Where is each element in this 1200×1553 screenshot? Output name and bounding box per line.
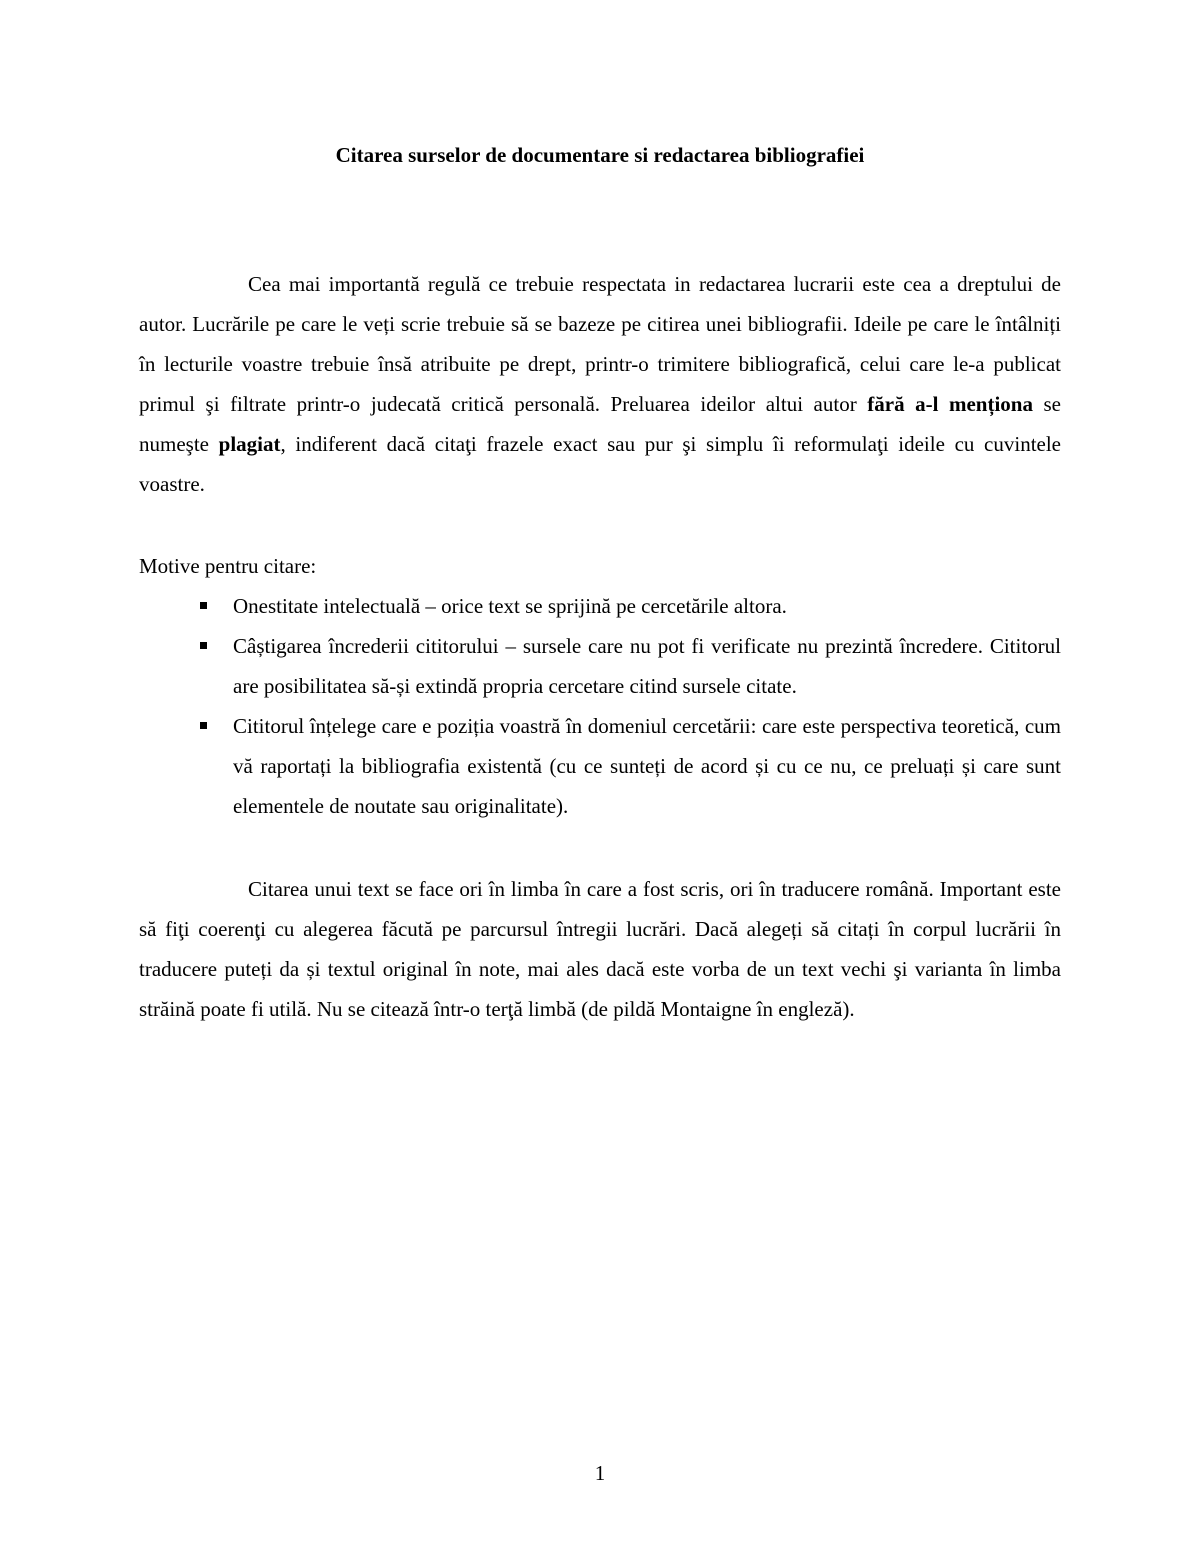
page-number: 1 <box>594 1461 606 1485</box>
paragraph-intro-text-1: Cea mai importantă regulă ce trebuie respectata in redactarea lucrarii este cea a dreptului de autor. Lucrările pe care le veți scrie trebuie să se bazeze pe citirea unei bibliografii. Ideile pe care le întâlniți în lecturile voastre trebuie însă atribuite pe drept, printr-o trimitere bibliografică, celui care le-a publicat primul şi filtrate printr-o judecată critică personală. Preluarea ideilor altui autor <box>139 272 1061 416</box>
paragraph-citation-text: Citarea unui text se face ori în limba în care a fost scris, ori în traducere română. Important este să fiţi coerenţi cu alegerea făcută pe parcursul întregii lucrări. Dacă alegeți să citați în corpul lucrării în traducere puteți da și textul original în note, mai ales dacă este vorba de un text vechi şi varianta în limba străină poate fi utilă. Nu se citează într-o terţă limbă (de pildă Montaigne în engleză). <box>139 877 1061 1021</box>
square-bullet-icon <box>200 642 207 649</box>
document-title: Citarea surselor de documentare si redactarea bibliografiei <box>335 143 865 167</box>
list-item <box>139 586 1061 626</box>
square-bullet-icon <box>200 602 207 609</box>
list-item <box>139 626 1061 706</box>
paragraph-intro-bold-1: fără a-l menționa <box>867 392 1033 416</box>
list-item-text: Câștigarea încrederii cititorului – sursele care nu pot fi verificate nu prezintă încredere. Cititorul are posibilitatea să-și extindă propria cercetare citind sursele citate. <box>233 634 1061 698</box>
square-bullet-icon <box>200 722 207 729</box>
list-item <box>139 706 1061 826</box>
motive-heading: Motive pentru citare: <box>139 554 317 578</box>
paragraph-intro-text-2: se numeşte <box>139 392 1061 456</box>
list-item-text: Cititorul înțelege care e poziția voastră în domeniul cercetării: care este perspectiva teoretică, cum vă raportați la bibliografia existentă (cu ce sunteți de acord și cu ce nu, ce preluați și care sunt elementele de noutate sau originalitate). <box>233 714 1061 818</box>
list-item-text: Onestitate intelectuală – orice text se sprijină pe cercetările altora. <box>233 594 787 618</box>
paragraph-intro-text-3: , indiferent dacă citaţi frazele exact sau pur şi simplu îi reformulaţi ideile cu cuvintele voastre. <box>139 432 1062 496</box>
bullet-list <box>139 586 1061 826</box>
paragraph-citation <box>139 869 1061 1029</box>
paragraph-intro <box>139 264 1061 504</box>
paragraph-intro-bold-2: plagiat <box>218 432 281 456</box>
